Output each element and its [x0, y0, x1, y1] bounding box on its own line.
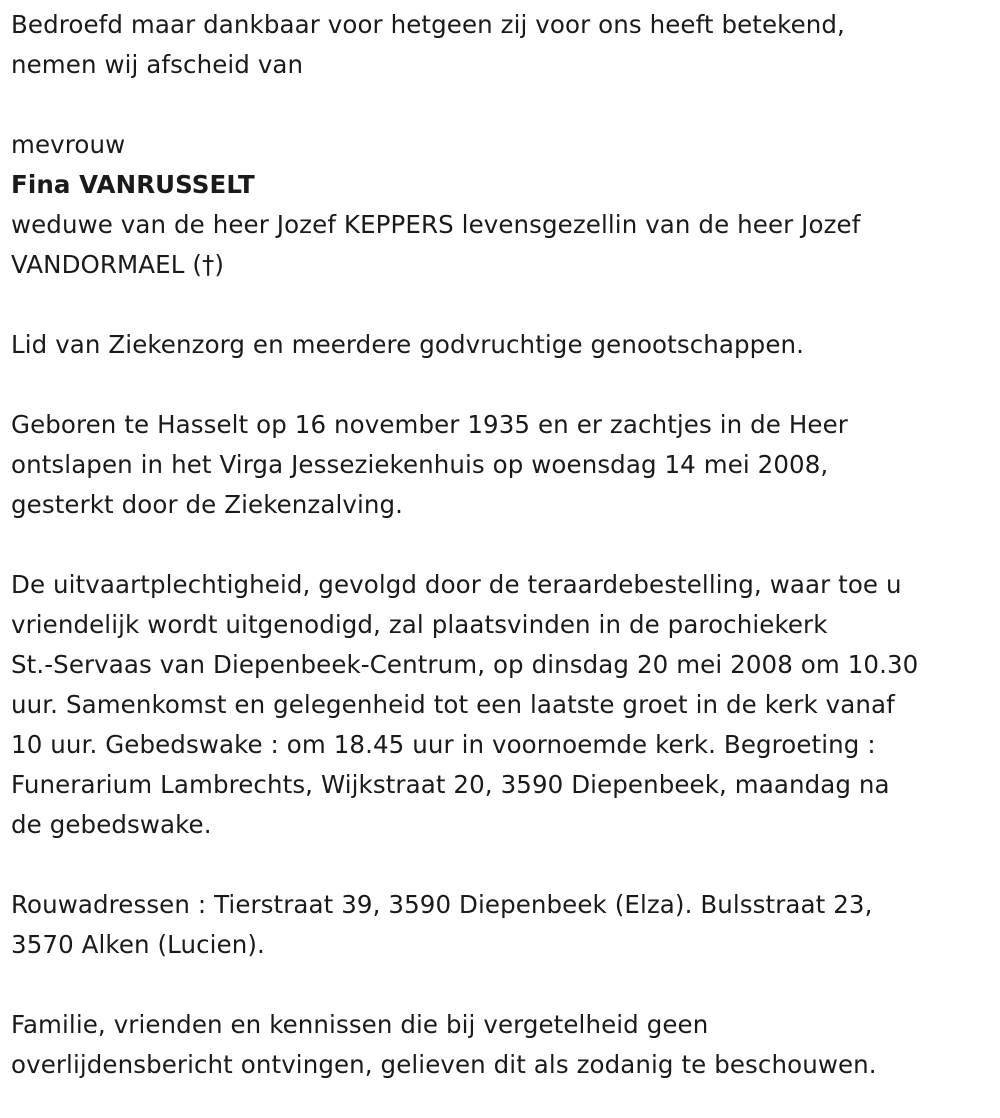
funeral-line: vriendelijk wordt uitgenodigd, zal plaatsvinden in de parochiekerk	[11, 610, 828, 639]
membership-paragraph	[11, 325, 986, 365]
relation-paragraph	[11, 205, 986, 285]
closing-paragraph	[11, 1005, 986, 1085]
funeral-line: 10 uur. Gebedswake : om 18.45 uur in voornoemde kerk. Begroeting :	[11, 730, 876, 759]
birth-death-line: Geboren te Hasselt op 16 november 1935 en er zachtjes in de Heer	[11, 410, 848, 439]
funeral-paragraph	[11, 565, 986, 845]
membership-line: Lid van Ziekenzorg en meerdere godvruchtige genootschappen.	[11, 330, 805, 359]
birth-death-line: gesterkt door de Ziekenzalving.	[11, 490, 404, 519]
salutation: mevrouw	[11, 130, 126, 159]
funeral-line: uur. Samenkomst en gelegenheid tot een laatste groet in de kerk vanaf	[11, 690, 895, 719]
funeral-line: Funerarium Lambrechts, Wijkstraat 20, 3590 Diepenbeek, maandag na	[11, 770, 890, 799]
addresses-line: Rouwadressen : Tierstraat 39, 3590 Diepenbeek (Elza). Bulsstraat 23,	[11, 890, 873, 919]
funeral-line: De uitvaartplechtigheid, gevolgd door de teraardebestelling, waar toe u	[11, 570, 902, 599]
intro-paragraph	[11, 5, 986, 85]
birth-death-line: ontslapen in het Virga Jesseziekenhuis op woensdag 14 mei 2008,	[11, 450, 829, 479]
closing-line: overlijdensbericht ontvingen, gelieven dit als zodanig te beschouwen.	[11, 1050, 877, 1079]
relation-line: VANDORMAEL (†)	[11, 250, 225, 279]
deceased-name: Fina VANRUSSELT	[11, 170, 255, 199]
intro-line: Bedroefd maar dankbaar voor hetgeen zij voor ons heeft betekend,	[11, 10, 845, 39]
closing-line: Familie, vrienden en kennissen die bij vergetelheid geen	[11, 1010, 709, 1039]
addresses-paragraph	[11, 885, 986, 965]
intro-line: nemen wij afscheid van	[11, 50, 304, 79]
funeral-line: St.-Servaas van Diepenbeek-Centrum, op dinsdag 20 mei 2008 om 10.30	[11, 650, 919, 679]
obituary-notice	[11, 5, 986, 1085]
funeral-line: de gebedswake.	[11, 810, 212, 839]
addresses-line: 3570 Alken (Lucien).	[11, 930, 265, 959]
relation-line: weduwe van de heer Jozef KEPPERS levensgezellin van de heer Jozef	[11, 210, 861, 239]
birth-death-paragraph	[11, 405, 986, 525]
